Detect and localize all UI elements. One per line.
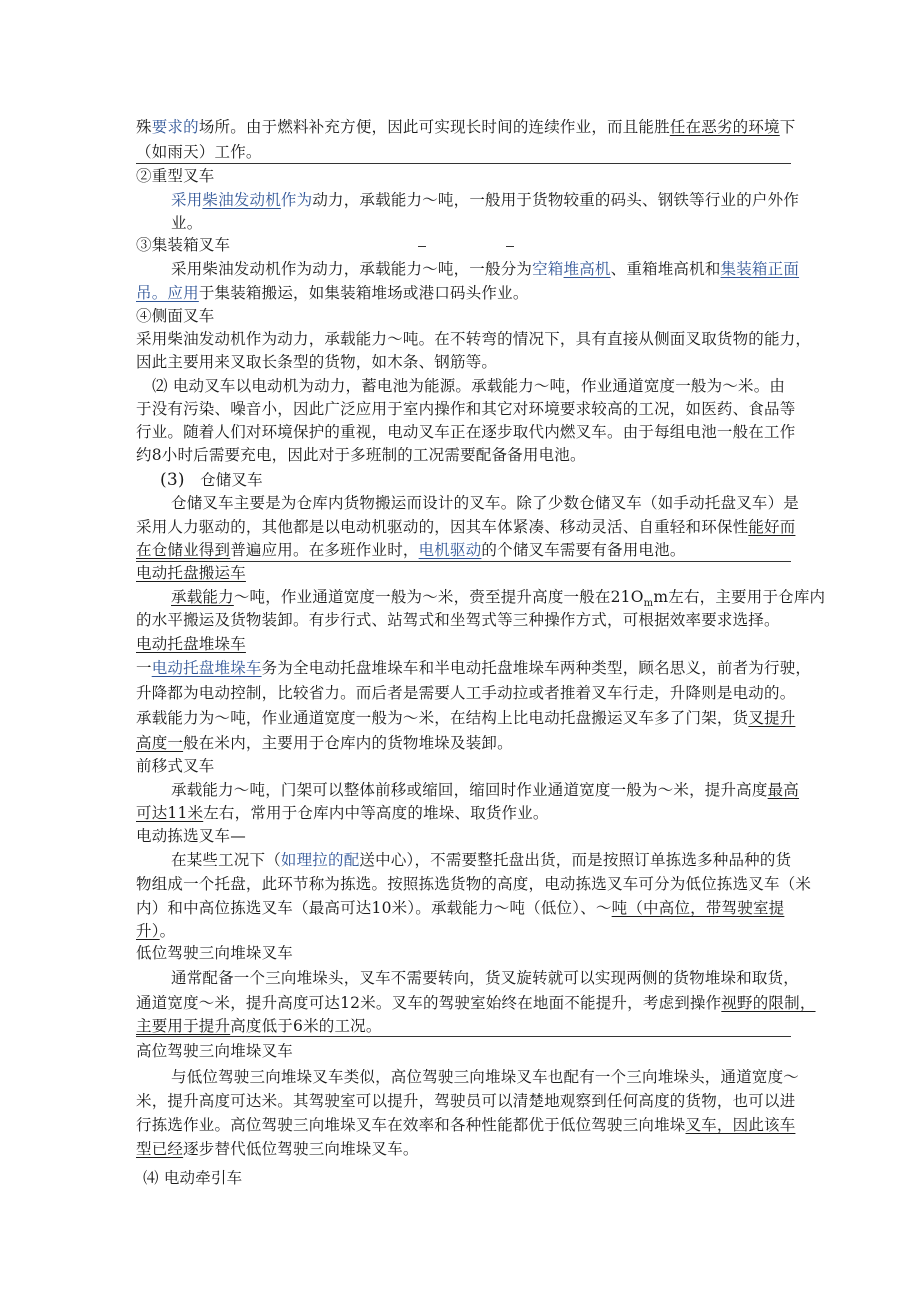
paragraph-line: 内）和中高位拣选叉车（最高可达10米）。承载能力〜吨（低位）、〜吨（中高位，带驾驶室提 (136, 899, 785, 917)
paragraph-line: 行拣选作业。高位驾驶三向堆垛叉车在效率和各种性能都优于低位驾驶三向堆垛叉车，因此该车 (136, 1116, 796, 1134)
paragraph-line: 因此主要用来叉取长条型的货物，如木条、钢筋等。 (136, 353, 498, 371)
paragraph-line: 业。 (171, 214, 203, 232)
paragraph-line: 型已经逐步替代低位驾驶三向堆垛叉车。 (136, 1140, 419, 1158)
section-heading: 低位驾驶三向堆垛叉车 (136, 944, 294, 962)
paragraph-line: 升）。 (136, 922, 176, 940)
paragraph-line: 高度一般在米内，主要用于仓库内的货物堆垛及装卸。 (136, 734, 513, 752)
paragraph-line: 可达11米左右，常用于仓库内中等高度的堆垛、取货作业。 (136, 804, 549, 822)
paragraph-line: （如雨天）工作。 (136, 143, 262, 161)
section-heading: 高位驾驶三向堆垛叉车 (136, 1042, 294, 1060)
divider (136, 1036, 791, 1037)
paragraph-line: 吊。应用于集装箱搬运，如集装箱堆场或港口码头作业。 (136, 284, 529, 302)
paragraph-line: 行业。随着人们对环境保护的重视，电动叉车正在逐步取代内燃叉车。由于每组电池一般在工作 (136, 423, 796, 441)
paragraph-line: 于没有污染、噪音小，因此广泛应用于室内操作和其它对环境要求较高的工况，如医药、食品等 (136, 400, 796, 418)
section-heading: 电动托盘堆垛车 (136, 635, 246, 653)
paragraph-line: 通常配备一个三向堆垛头，叉车不需要转向，货叉旋转就可以实现两侧的货物堆垛和取货， (171, 969, 800, 987)
paragraph-line: 一电动托盘堆垛车务为全电动托盘堆垛车和半电动托盘堆垛车两种类型，顾名思义，前者为行驶， (136, 659, 812, 677)
section-heading: 电动拣选叉车— (136, 827, 246, 845)
section-heading: ④侧面叉车 (136, 307, 215, 325)
section-heading: ⑷ 电动牵引车 (143, 1169, 243, 1187)
section-heading: (3) 仓储叉车 (160, 470, 263, 490)
paragraph-line: 与低位驾驶三向堆垛叉车类似，高位驾驶三向堆垛叉车也配有一个三向堆垛头，通道宽度〜 (171, 1068, 800, 1086)
paragraph-line: 物组成一个托盘，此环节称为拣选。按照拣选货物的高度，电动拣选叉车可分为低位拣选叉车（米 (136, 875, 812, 893)
paragraph-line: 承载能力〜吨，作业通道宽度一般为〜米，赍至提升高度一般在$21O_mm$左右，主要用于仓库内 (171, 588, 826, 610)
paragraph-line: 采用人力驱动的，其他都是以电动机驱动的，因其车体紧凑、移动灵活、自重轻和环保性能好而 (136, 518, 796, 536)
paragraph-line: ⑵ 电动叉车以电动机为动力，蓄电池为能源。承载能力〜吨，作业通道宽度一般为〜米。由 (152, 377, 786, 395)
section-heading: 前移式叉车 (136, 757, 215, 775)
section-heading: ②重型叉车 (136, 167, 215, 185)
divider (418, 246, 426, 247)
paragraph-line: 承载能力〜吨，门架可以整体前移或缩回，缩回时作业通道宽度一般为〜米，提升高度最高 (171, 781, 800, 799)
paragraph-line: 采用柴油发动机作为动力，承载能力〜吨，一般用于货物较重的码头、钢铁等行业的户外作 (171, 191, 800, 209)
paragraph-line: 约8小时后需要充电，因此对于多班制的工况需要配备备用电池。 (136, 446, 586, 464)
paragraph-line: 通道宽度〜米，提升高度可达12米。叉车的驾驶室始终在地面不能提升，考虑到操作视野的限制， (136, 994, 816, 1012)
section-heading: 电动托盘搬运车 (136, 564, 246, 582)
paragraph-line: 殊要求的场所。由于燃料补充方便，因此可实现长时间的连续作业，而且能胜任在恶劣的环境下 (136, 118, 796, 136)
paragraph-line: 的水平搬运及货物装卸。有步行式、站驾式和坐驾式等三种操作方式，可根据效率要求选择。 (136, 611, 780, 629)
paragraph-line: 主要用于提升高度低于6米的工况。 (136, 1017, 382, 1035)
paragraph-line: 采用柴油发动机作为动力，承载能力〜吨，一般分为空箱堆高机、重箱堆高机和集装箱正面 (171, 260, 800, 278)
section-heading: ③集装箱叉车 (136, 236, 231, 254)
paragraph-line: 在某些工况下（如理拉的配送中心），不需要整托盘出货，而是按照订单拣选多种品种的货 (171, 851, 792, 869)
paragraph-line: 升降都为电动控制，比较省力。而后者是需要人工手动拉或者推着叉车行走，升降则是电动的。 (136, 684, 796, 702)
paragraph-line: 在仓储业得到普遍应用。在多班作业时，电机驱动的个储叉车需要有备用电池。 (136, 541, 686, 559)
divider (506, 246, 514, 247)
paragraph-line: 米，提升高度可达米。其驾驶室可以提升，驾驶员可以清楚地观察到任何高度的货物，也可以进 (136, 1092, 796, 1110)
paragraph-line: 仓储叉车主要是为仓库内货物搬运而设计的叉车。除了少数仓储叉车（如手动托盘叉车）是 (171, 494, 800, 512)
divider (136, 163, 791, 164)
paragraph-line: 采用柴油发动机作为动力，承载能力〜吨。在不转弯的情况下，具有直接从侧面叉取货物的能力， (136, 330, 812, 348)
paragraph-line: 承载能力为〜吨，作业通道宽度一般为〜米，在结构上比电动托盘搬运叉车多了门架，货叉提升 (136, 709, 796, 727)
